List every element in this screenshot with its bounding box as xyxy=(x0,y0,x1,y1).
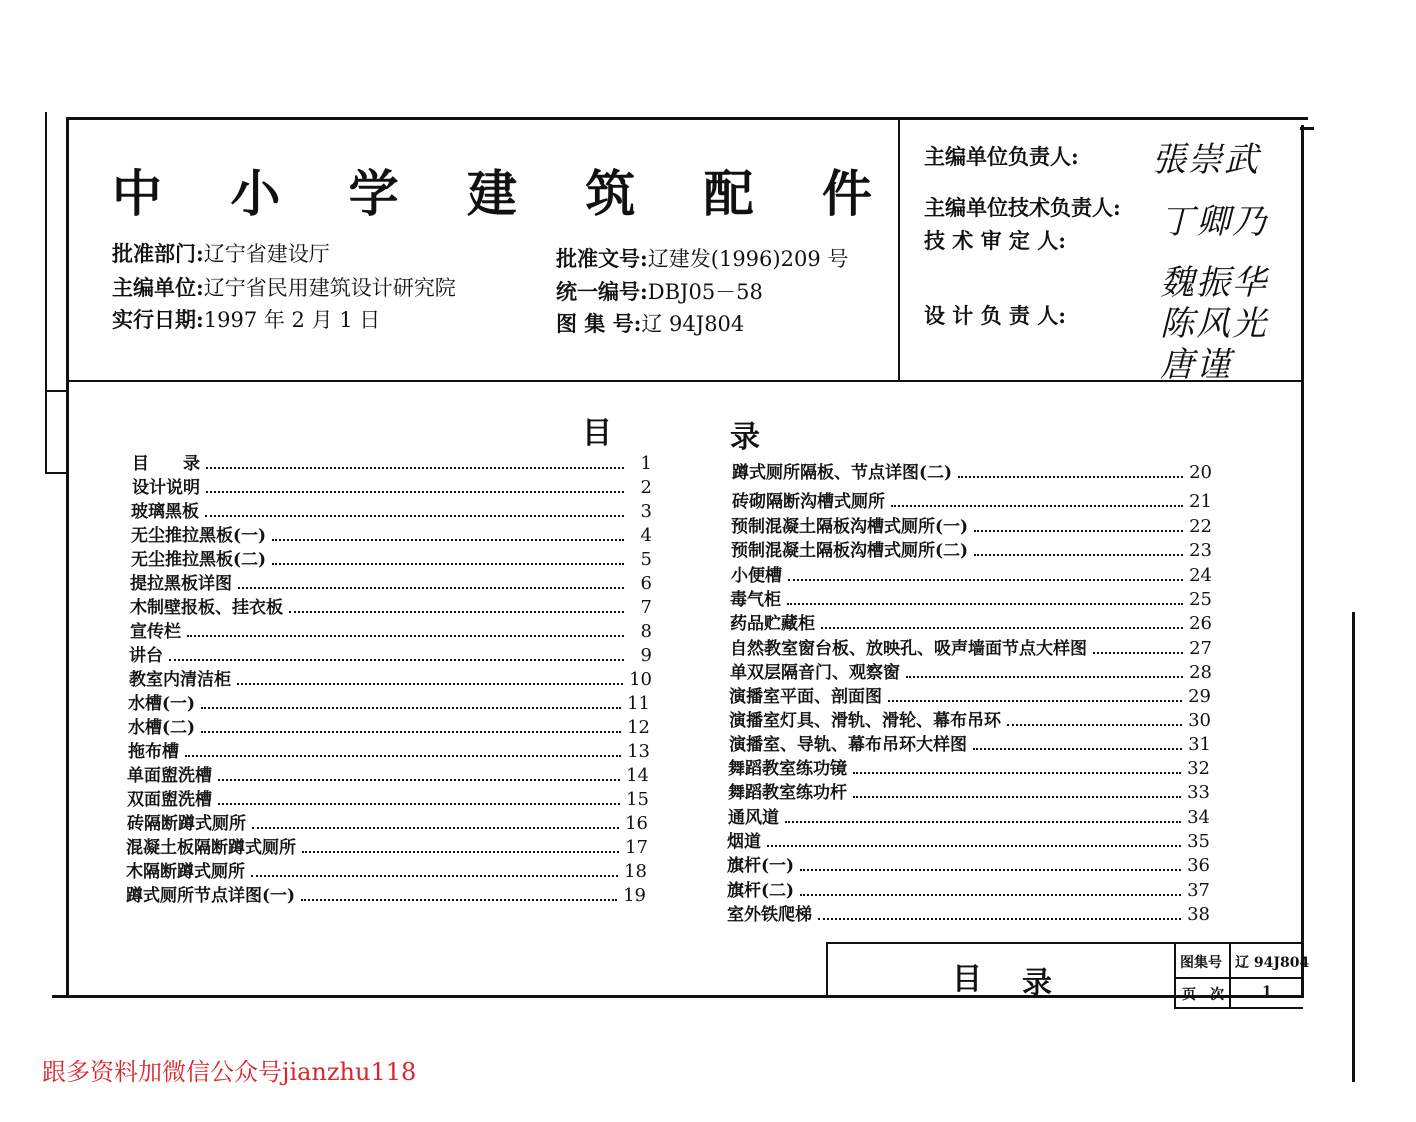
toc-entry[interactable] xyxy=(728,804,1210,828)
toc-entry-page: 25 xyxy=(1189,589,1212,610)
toc-entry-title: 木隔断蹲式厕所 xyxy=(126,862,245,882)
toc-leader-dots xyxy=(201,707,621,709)
title-char: 学 xyxy=(348,165,399,223)
toc-entry-title: 混凝土板隔断蹲式厕所 xyxy=(126,838,296,858)
toc-leader-dots xyxy=(818,918,1181,920)
toc-entry[interactable] xyxy=(126,882,646,906)
title-char: 中 xyxy=(112,165,162,223)
toc-entry-page: 32 xyxy=(1187,758,1210,779)
toc-entry-title: 木制壁报板、挂衣板 xyxy=(130,598,283,618)
toc-entry[interactable] xyxy=(127,810,648,834)
toc-entry[interactable] xyxy=(130,594,652,618)
toc-entry[interactable] xyxy=(127,762,649,786)
toc-entry[interactable] xyxy=(728,779,1210,803)
atlas-title xyxy=(112,158,872,222)
toc-leader-dots xyxy=(888,700,1182,702)
title-block-row-line xyxy=(1174,977,1303,979)
toc-entry[interactable] xyxy=(728,755,1210,779)
toc-entry-title: 蹲式厕所节点详图(一) xyxy=(126,886,296,906)
toc-entry-title: 小便槽 xyxy=(731,566,782,586)
toc-leader-dots xyxy=(800,894,1181,896)
editor-unit-value: 辽宁省民用建筑设计研究院 xyxy=(203,276,456,300)
toc-entry-title: 砖隔断蹲式厕所 xyxy=(127,814,246,834)
toc-entry-title: 预制混凝土隔板沟槽式厕所(一) xyxy=(731,517,969,537)
toc-entry[interactable] xyxy=(732,488,1212,512)
approval-doc-value: 辽建发(1996)209 号 xyxy=(647,247,849,271)
toc-entry-page: 19 xyxy=(623,885,646,906)
toc-leader-dots xyxy=(251,875,618,877)
toc-entry-title: 预制混凝土隔板沟槽式厕所(二) xyxy=(731,541,969,561)
toc-entry-page: 20 xyxy=(1189,462,1212,483)
toc-entry-page: 9 xyxy=(640,645,652,666)
toc-leader-dots xyxy=(785,821,1181,823)
toc-leader-dots xyxy=(906,676,1183,678)
toc-leader-dots xyxy=(800,869,1181,871)
toc-leader-dots xyxy=(206,467,624,469)
toc-entry-page: 34 xyxy=(1187,807,1210,828)
title-char: 筑 xyxy=(585,165,636,223)
title-char: 配 xyxy=(703,165,754,223)
title-char: 小 xyxy=(230,165,281,223)
toc-leader-dots xyxy=(787,603,1183,605)
atlas-no-line xyxy=(556,308,744,338)
toc-entry[interactable] xyxy=(126,858,647,882)
toc-entry-title: 自然教室窗台板、放映孔、吸声墙面节点大样图 xyxy=(730,639,1087,659)
toc-leader-dots xyxy=(205,515,624,517)
tech-head-label: 主编单位技术负责人: xyxy=(924,195,1121,220)
toc-entry[interactable] xyxy=(130,618,652,642)
effective-date-label: 实行日期: xyxy=(112,307,204,332)
toc-entry[interactable] xyxy=(732,459,1212,483)
toc-entry[interactable] xyxy=(731,513,1212,537)
toc-entry-title: 演播室平面、剖面图 xyxy=(729,687,882,707)
toc-entry[interactable] xyxy=(127,786,649,810)
atlas-number-label: 图集号 xyxy=(1180,955,1222,971)
binding-tick xyxy=(45,390,67,392)
toc-entry[interactable] xyxy=(132,474,652,498)
title-block-name-left: 目 xyxy=(952,962,982,997)
effective-date-line xyxy=(112,304,380,334)
toc-entry[interactable] xyxy=(132,450,652,474)
header-divider-line xyxy=(66,380,1304,382)
atlas-no-label: 图 集 号: xyxy=(556,311,642,336)
title-char: 建 xyxy=(466,165,517,223)
toc-entry[interactable] xyxy=(129,666,652,690)
toc-leader-dots xyxy=(185,755,621,757)
toc-entry-page: 13 xyxy=(627,741,650,762)
toc-entry-page: 2 xyxy=(640,477,652,498)
toc-leader-dots xyxy=(973,748,1182,750)
header-vertical-divider xyxy=(898,120,900,382)
toc-entry-page: 30 xyxy=(1188,710,1211,731)
toc-entry[interactable] xyxy=(130,570,652,594)
toc-entry[interactable] xyxy=(731,562,1212,586)
toc-entry-title: 舞蹈教室练功镜 xyxy=(728,759,847,779)
toc-entry-page: 6 xyxy=(640,573,652,594)
toc-leader-dots xyxy=(169,659,624,661)
toc-leader-dots xyxy=(187,635,624,637)
footer-note[interactable]: 跟多资料加微信公众号jianzhu118 xyxy=(42,1058,417,1086)
unified-no-line xyxy=(556,276,763,306)
toc-entry-title: 拖布槽 xyxy=(128,742,179,762)
toc-entry[interactable] xyxy=(729,731,1211,755)
toc-entry-title: 药品贮藏柜 xyxy=(730,614,815,634)
toc-entry-title: 讲台 xyxy=(129,646,163,666)
approval-doc-line xyxy=(556,243,848,273)
atlas-no-value: 辽 94J804 xyxy=(641,312,745,336)
binding-tick xyxy=(45,472,67,474)
toc-entry-page: 5 xyxy=(640,549,652,570)
toc-leader-dots xyxy=(891,505,1183,507)
toc-entry-title: 舞蹈教室练功杆 xyxy=(728,783,847,803)
toc-entry[interactable] xyxy=(730,659,1212,683)
toc-entry-title: 水槽(一) xyxy=(128,694,196,714)
toc-entry-title: 单面盥洗槽 xyxy=(127,766,212,786)
toc-entry-page: 33 xyxy=(1187,782,1210,803)
toc-entry-title: 旗杆(二) xyxy=(727,881,795,901)
toc-entry-page: 12 xyxy=(627,717,650,738)
toc-entry-title: 提拉黑板详图 xyxy=(130,574,232,594)
frame-top-line xyxy=(68,117,1308,120)
scan-edge-line xyxy=(1352,612,1355,1082)
toc-entry-title: 蹲式厕所隔板、节点详图(二) xyxy=(732,463,953,483)
reviewer-signature: 魏振华 xyxy=(1160,263,1268,303)
toc-entry-page: 37 xyxy=(1187,880,1210,901)
title-char: 件 xyxy=(821,165,872,223)
toc-entry-page: 15 xyxy=(626,789,649,810)
toc-entry-title: 演播室灯具、滑轨、滑轮、幕布吊环 xyxy=(729,711,1001,731)
toc-entry-page: 18 xyxy=(624,861,647,882)
toc-entry-page: 1 xyxy=(640,453,652,474)
toc-leader-dots xyxy=(853,772,1181,774)
toc-leader-dots xyxy=(821,627,1183,629)
toc-entry-title: 宣传栏 xyxy=(130,622,181,642)
toc-entry[interactable] xyxy=(727,901,1210,925)
toc-entry-title: 设计说明 xyxy=(132,478,200,498)
toc-entry[interactable] xyxy=(727,828,1210,852)
design-head-signature: 唐谨 xyxy=(1160,345,1232,385)
toc-leader-dots xyxy=(958,476,1183,478)
toc-entry-page: 23 xyxy=(1189,540,1212,561)
toc-leader-dots xyxy=(767,845,1181,847)
toc-entry-title: 旗杆(一) xyxy=(727,856,795,876)
toc-leader-dots xyxy=(853,796,1181,798)
toc-leader-dots xyxy=(218,779,620,781)
toc-entry[interactable] xyxy=(131,522,652,546)
toc-leader-dots xyxy=(201,731,621,733)
toc-entry-page: 16 xyxy=(625,813,648,834)
toc-entry[interactable] xyxy=(730,635,1212,659)
frame-right-line xyxy=(1301,125,1304,997)
design-head-label: 设 计 负 责 人: xyxy=(924,303,1066,328)
approval-dept-label: 批准部门: xyxy=(112,241,204,266)
toc-entry-title: 玻璃黑板 xyxy=(131,502,199,522)
approval-dept-value: 辽宁省建设厅 xyxy=(203,242,330,266)
toc-entry-page: 24 xyxy=(1189,565,1212,586)
toc-entry-page: 38 xyxy=(1187,904,1210,925)
effective-date-value: 1997 年 2 月 1 日 xyxy=(203,308,381,332)
toc-entry-page: 10 xyxy=(629,669,652,690)
page-number-value: 1 xyxy=(1262,984,1272,1000)
toc-entry-title: 烟道 xyxy=(727,832,761,852)
editor-unit-label: 主编单位: xyxy=(112,275,204,300)
toc-entry[interactable] xyxy=(727,852,1210,876)
toc-entry-title: 毒气柜 xyxy=(730,590,781,610)
toc-entry-page: 29 xyxy=(1188,686,1211,707)
toc-entry-page: 35 xyxy=(1187,831,1210,852)
toc-leader-dots xyxy=(272,539,624,541)
toc-leader-dots xyxy=(974,530,1183,532)
toc-leader-dots xyxy=(289,611,624,613)
toc-entry[interactable] xyxy=(131,546,652,570)
toc-entry-page: 17 xyxy=(625,837,648,858)
approval-dept-line xyxy=(112,238,330,268)
toc-entry[interactable] xyxy=(128,738,650,762)
toc-entry[interactable] xyxy=(730,610,1212,634)
frame-left-line xyxy=(66,117,69,997)
toc-leader-dots xyxy=(237,683,623,685)
toc-entry-title: 教室内清洁柜 xyxy=(129,670,231,690)
tech-head-signature: 丁卿乃 xyxy=(1160,202,1268,242)
toc-entry-page: 36 xyxy=(1187,855,1210,876)
toc-title-left: 目 xyxy=(582,416,612,451)
toc-entry-title: 演播室、导轨、幕布吊环大样图 xyxy=(729,735,967,755)
toc-entry[interactable] xyxy=(131,498,652,522)
toc-leader-dots xyxy=(788,579,1183,581)
title-block-left-line xyxy=(826,942,828,998)
toc-entry-title: 通风道 xyxy=(728,808,779,828)
toc-entry-page: 26 xyxy=(1189,613,1212,634)
toc-entry-page: 21 xyxy=(1189,491,1212,512)
toc-entry-title: 目 录 xyxy=(132,454,200,474)
frame-bottom-line xyxy=(52,995,1304,998)
unit-head-label: 主编单位负责人: xyxy=(924,144,1079,169)
unified-no-label: 统一编号: xyxy=(556,279,648,304)
title-block-divider xyxy=(1229,942,1231,1008)
toc-leader-dots xyxy=(1007,724,1182,726)
toc-entry-page: 22 xyxy=(1189,516,1212,537)
toc-entry[interactable] xyxy=(126,834,648,858)
toc-entry-title: 无尘推拉黑板(一) xyxy=(131,526,267,546)
title-block-divider xyxy=(1174,942,1176,1008)
toc-leader-dots xyxy=(272,563,624,565)
toc-entry-title: 单双层隔音门、观察窗 xyxy=(730,663,900,683)
approval-doc-label: 批准文号: xyxy=(556,246,648,271)
toc-entry-title: 无尘推拉黑板(二) xyxy=(131,550,267,570)
toc-entry-title: 室外铁爬梯 xyxy=(727,905,812,925)
toc-entry[interactable] xyxy=(128,690,650,714)
toc-leader-dots xyxy=(206,491,624,493)
toc-leader-dots xyxy=(302,851,619,853)
binding-margin-line xyxy=(45,112,47,474)
title-block-top-line xyxy=(826,942,1303,944)
toc-entry[interactable] xyxy=(129,642,652,666)
unit-head-signature: 張崇武 xyxy=(1152,140,1260,180)
scan-edge-tick xyxy=(1300,127,1314,130)
toc-leader-dots xyxy=(301,899,617,901)
toc-entry-title: 双面盥洗槽 xyxy=(127,790,212,810)
toc-entry-page: 28 xyxy=(1189,662,1212,683)
toc-leader-dots xyxy=(1093,652,1183,654)
toc-entry-page: 3 xyxy=(640,501,652,522)
toc-entry-page: 27 xyxy=(1189,638,1212,659)
toc-leader-dots xyxy=(218,803,620,805)
design-head-signature: 陈风光 xyxy=(1160,304,1268,344)
toc-entry[interactable] xyxy=(731,537,1212,561)
toc-entry-title: 砖砌隔断沟槽式厕所 xyxy=(732,492,885,512)
toc-entry[interactable] xyxy=(727,877,1210,901)
toc-entry[interactable] xyxy=(729,707,1211,731)
editor-unit-line xyxy=(112,272,456,302)
atlas-number-value: 辽 94J804 xyxy=(1235,955,1310,971)
toc-entry-page: 7 xyxy=(640,597,652,618)
toc-leader-dots xyxy=(238,587,624,589)
toc-entry-page: 31 xyxy=(1188,734,1211,755)
toc-title-right: 录 xyxy=(730,420,760,455)
toc-entry-page: 4 xyxy=(640,525,652,546)
toc-entry-title: 水槽(二) xyxy=(128,718,196,738)
toc-entry-page: 11 xyxy=(627,693,650,714)
unified-no-value: DBJ05－58 xyxy=(647,280,763,304)
reviewer-label: 技 术 审 定 人: xyxy=(924,228,1066,253)
toc-leader-dots xyxy=(974,554,1183,556)
toc-entry-page: 14 xyxy=(626,765,649,786)
toc-entry[interactable] xyxy=(729,683,1211,707)
toc-entry[interactable] xyxy=(128,714,650,738)
title-block-name-right: 录 xyxy=(1022,966,1052,1001)
page-number-label: 页 次 xyxy=(1182,987,1224,1003)
toc-leader-dots xyxy=(252,827,619,829)
title-block-bottom-line xyxy=(1174,1007,1303,1009)
toc-entry[interactable] xyxy=(730,586,1212,610)
toc-entry-page: 8 xyxy=(640,621,652,642)
